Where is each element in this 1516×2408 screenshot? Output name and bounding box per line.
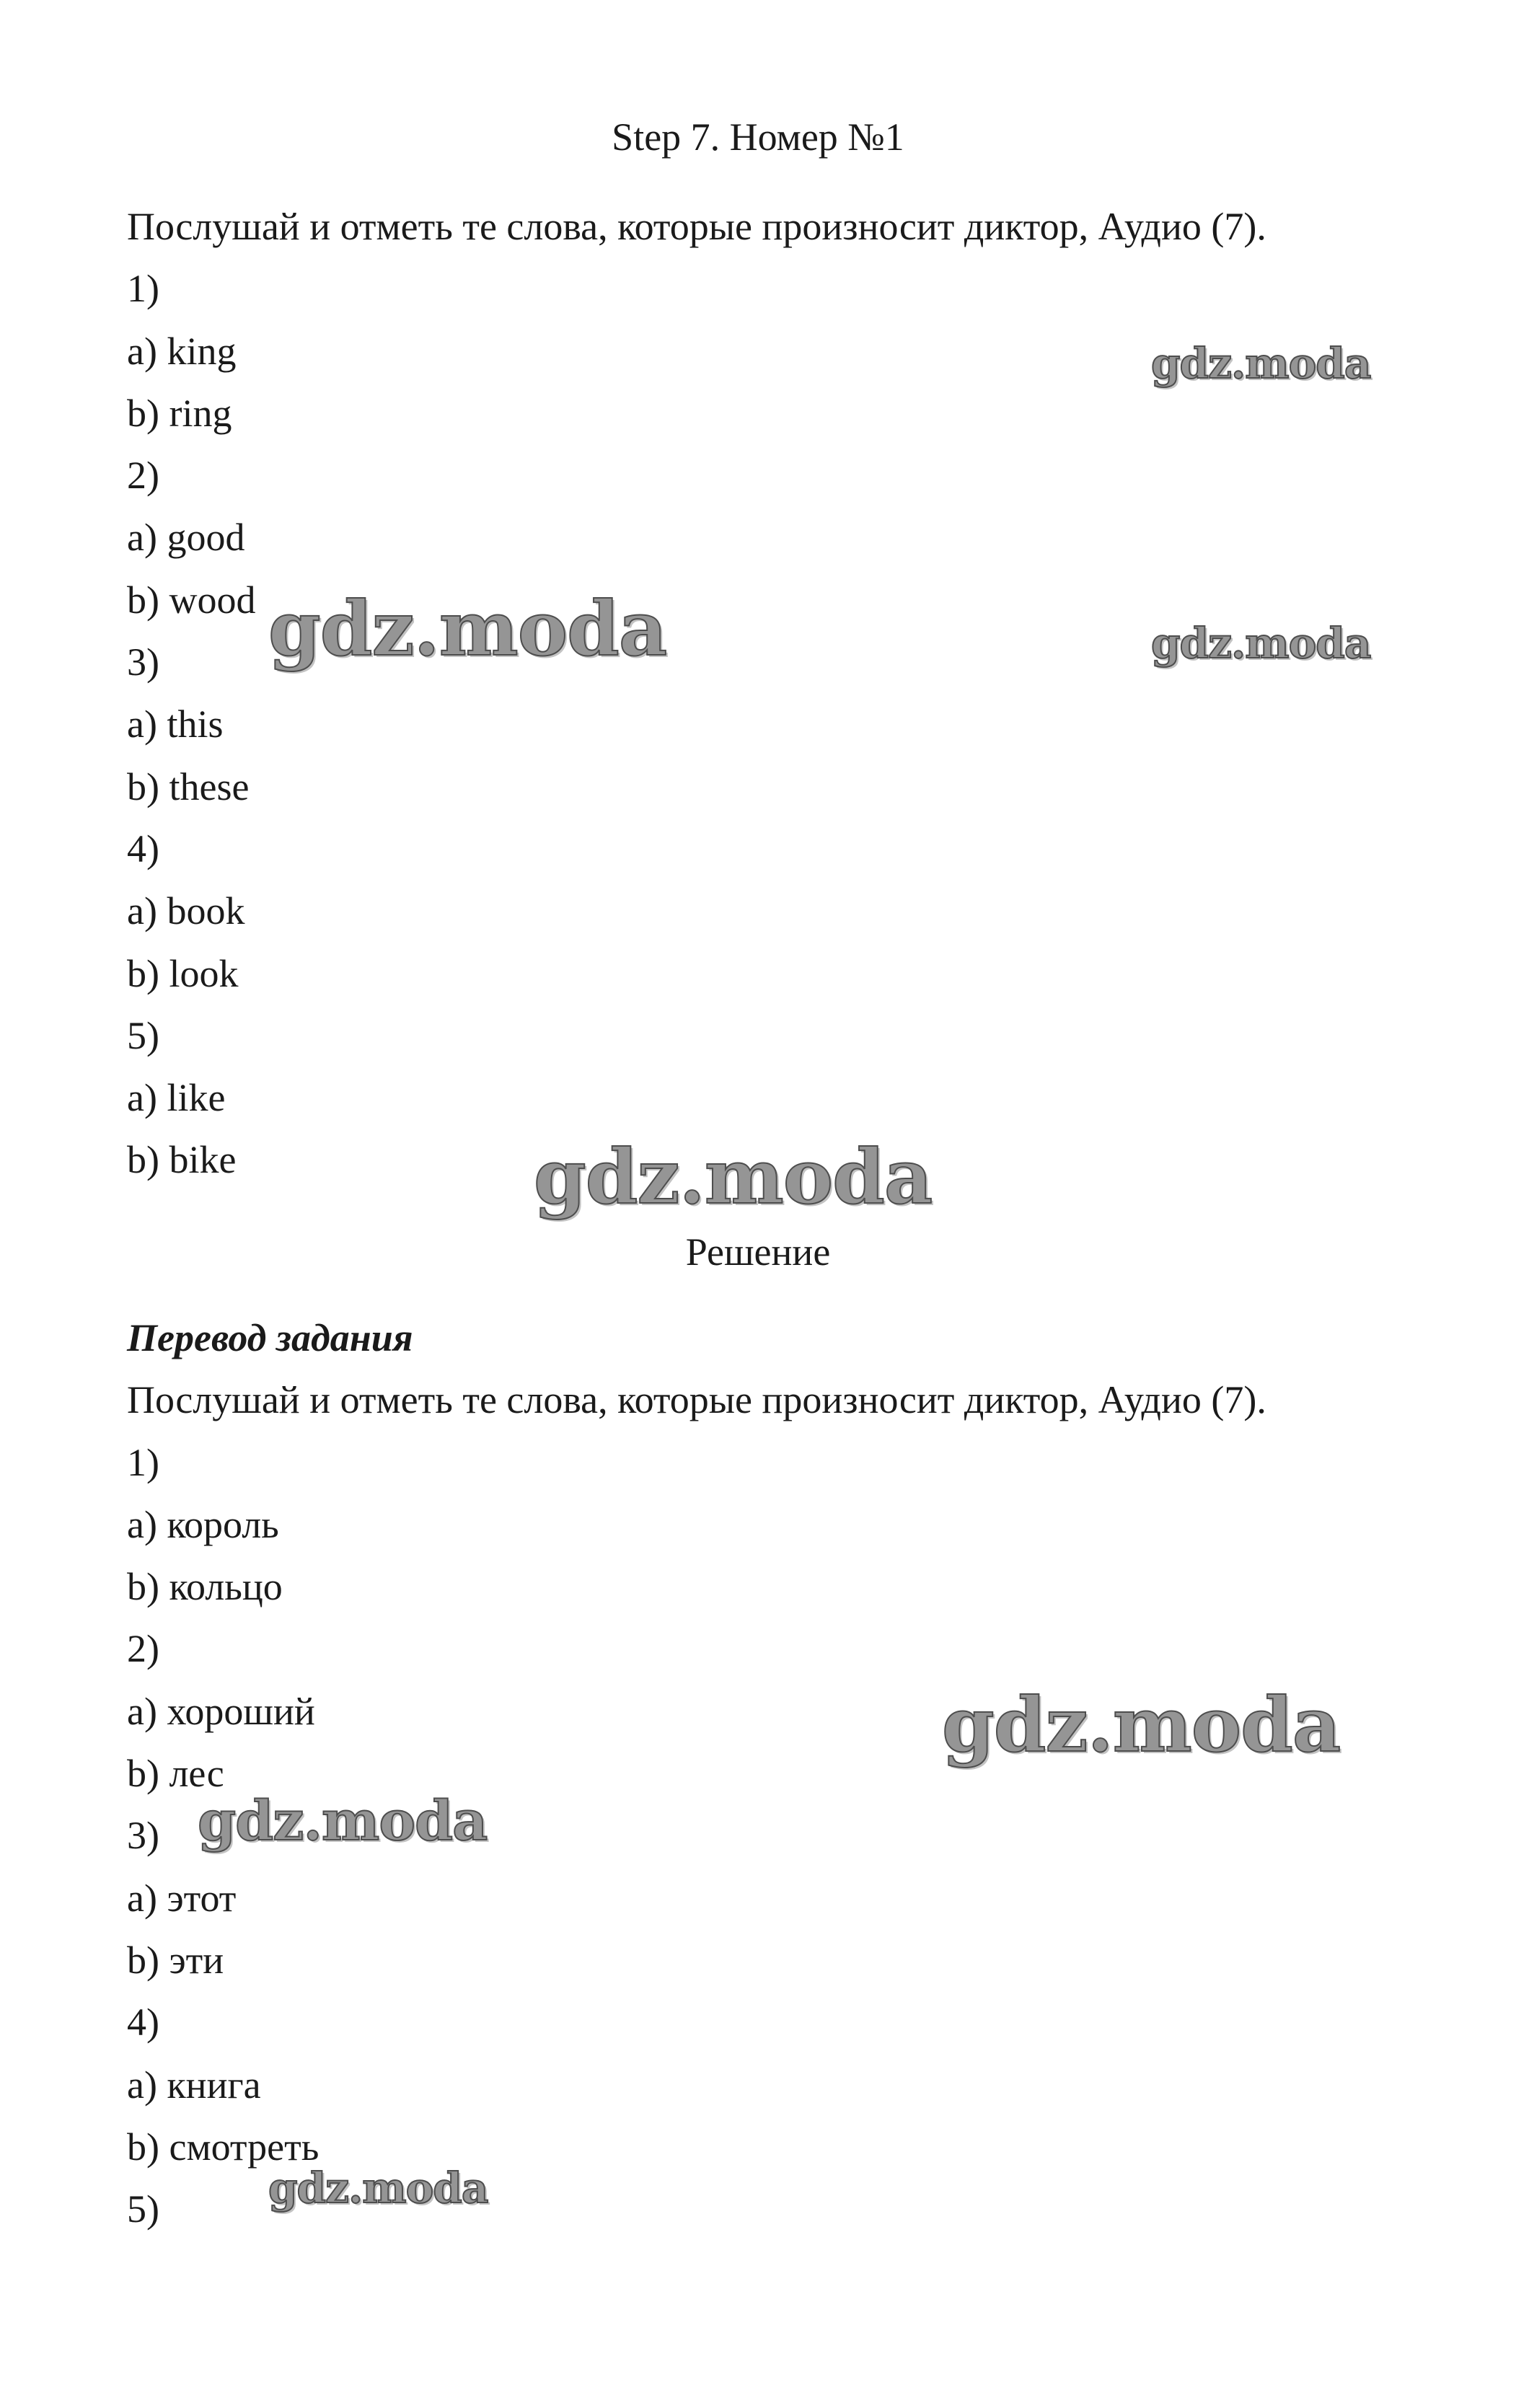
watermark: gdz.moda — [1151, 619, 1371, 668]
page-title: Step 7. Номер №1 — [612, 115, 904, 159]
item-number: 2) — [127, 454, 159, 498]
option-b: b) кольцо — [127, 1565, 283, 1609]
item-number: 1) — [127, 267, 159, 311]
option-a: a) king — [127, 329, 237, 373]
watermark: gdz.moda — [198, 1789, 488, 1853]
option-a: a) book — [127, 889, 245, 933]
item-number: 3) — [127, 640, 159, 684]
option-a: a) король — [127, 1502, 279, 1546]
option-b: b) these — [127, 764, 250, 808]
item-number: 1) — [127, 1440, 159, 1484]
item-number: 3) — [127, 1814, 159, 1858]
option-a: a) книга — [127, 2063, 261, 2107]
option-a: a) этот — [127, 1876, 237, 1920]
option-b: b) смотреть — [127, 2125, 319, 2169]
item-number: 5) — [127, 1013, 159, 1057]
item-number: 4) — [127, 2001, 159, 2045]
item-number: 4) — [127, 826, 159, 870]
option-b: b) эти — [127, 1938, 224, 1982]
watermark: gdz.moda — [1151, 339, 1371, 388]
watermark: gdz.moda — [268, 584, 667, 673]
translation-heading: Перевод задания — [127, 1316, 413, 1359]
option-b: b) wood — [127, 578, 256, 622]
translation-block — [127, 1307, 1425, 2240]
option-b: b) look — [127, 951, 239, 995]
watermark: gdz.moda — [534, 1132, 933, 1221]
watermark: gdz.moda — [942, 1680, 1341, 1769]
watermark: gdz.moda — [268, 2164, 488, 2213]
option-b: b) лес — [127, 1752, 224, 1796]
task-instruction: Послушай и отметь те слова, которые произносит диктор, Аудио (7). — [127, 205, 1266, 248]
solution-heading: Решение — [685, 1230, 831, 1274]
option-a: a) this — [127, 702, 224, 746]
option-a: a) good — [127, 516, 245, 560]
translation-instruction: Послушай и отметь те слова, которые произносит диктор, Аудио (7). — [127, 1378, 1266, 1422]
item-number: 2) — [127, 1627, 159, 1671]
item-number: 5) — [127, 2187, 159, 2231]
option-a: a) хороший — [127, 1689, 315, 1733]
option-a: a) like — [127, 1076, 226, 1120]
option-b: b) ring — [127, 391, 232, 435]
option-b: b) bike — [127, 1138, 237, 1182]
